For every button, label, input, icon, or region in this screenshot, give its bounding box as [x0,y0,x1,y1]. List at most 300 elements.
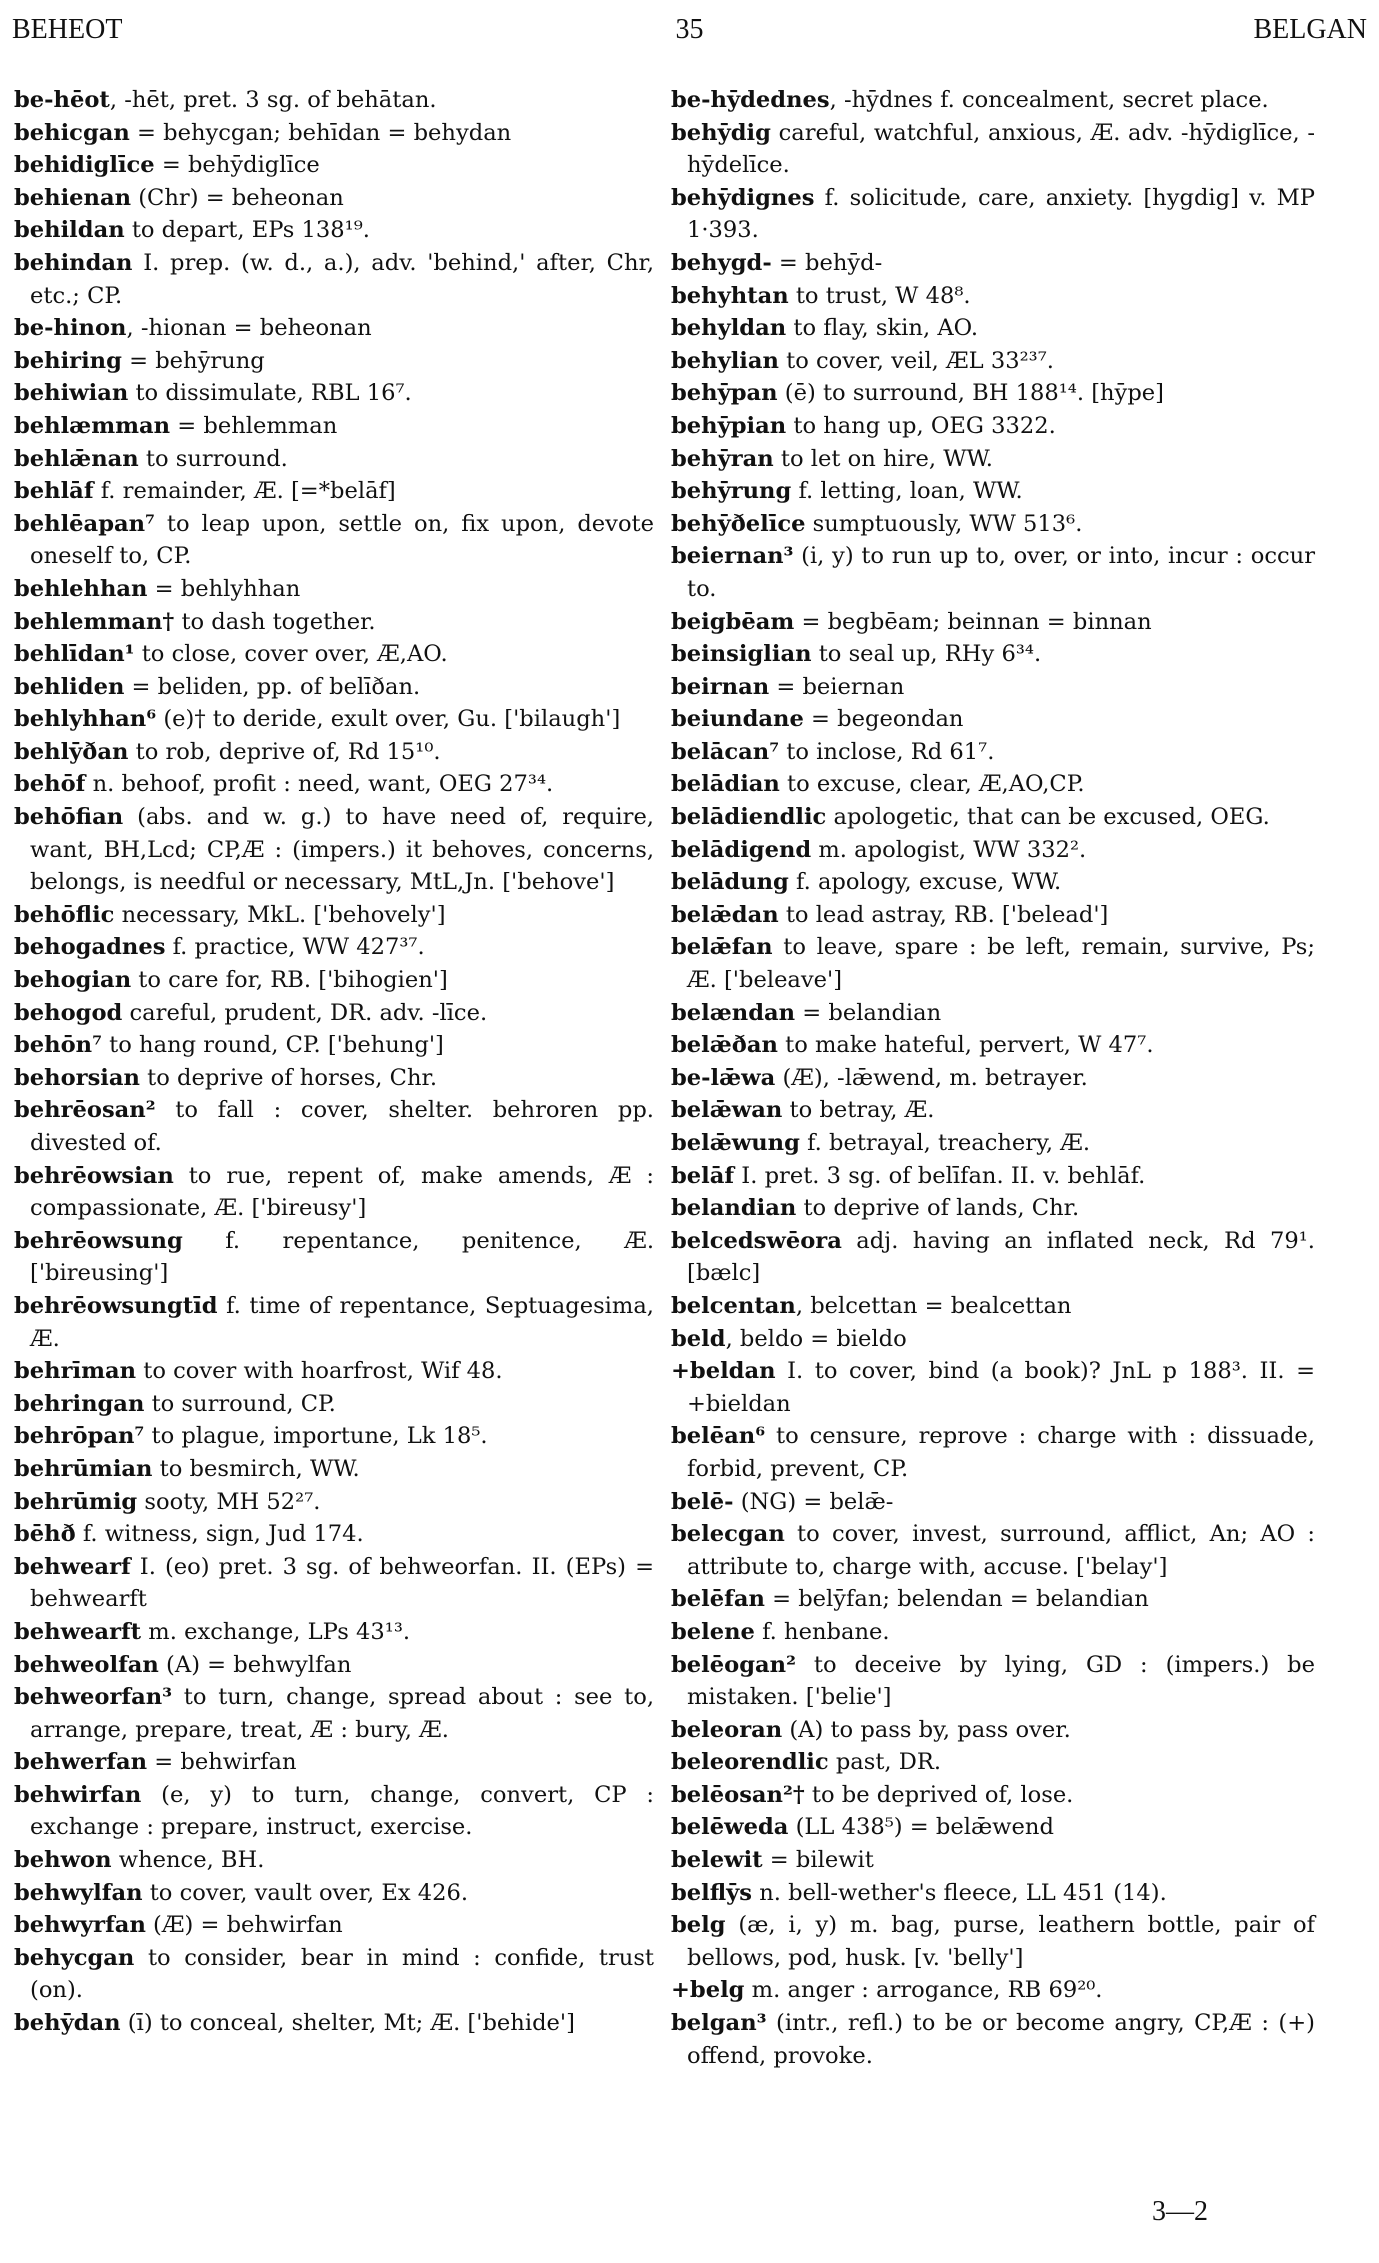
headword: behrēowsian [14,1162,174,1189]
headword: belēan⁶ [671,1423,766,1450]
definition: I. (eo) pret. 3 sg. of behweorfan. II. (EPs) = behwearft [30,1553,654,1613]
headword: belācan⁷ [671,738,780,765]
definition: f. betrayal, treachery, Æ. [799,1130,1091,1156]
dictionary-entry [671,410,1315,443]
dictionary-entry [14,1942,654,2007]
headword: belādung [671,869,789,896]
headword: belēogan² [671,1651,796,1678]
dictionary-entry [14,410,654,443]
dictionary-entry [671,1649,1315,1714]
headword: behȳdan [14,2010,121,2037]
dictionary-entry [671,1811,1315,1844]
definition: to fall : cover, shelter. behroren pp. divested of. [30,1097,654,1156]
headword: belǣfan [671,934,773,961]
dictionary-entry [671,1486,1315,1519]
headword: behwearf [14,1553,131,1580]
headword: behycgan [14,1944,135,1971]
dictionary-entry [14,801,654,899]
headword: belādian [671,771,780,798]
definition: = behycgan; behīdan = behydan [129,119,512,146]
headword: belǣdan [671,901,779,928]
header-first-word: BEHEOT [12,14,123,45]
definition: (Chr) = beheonan [131,184,344,211]
headword: belg [671,1912,726,1939]
headword: be-hēot [14,87,110,113]
definition: (abs. and w. g.) to have need of, require, want, BH,Lcd; CP,Æ : (impers.) it behoves, concerns, belongs, is needful or necessary, MtL,Jn. ['behove'] [30,804,654,896]
headword: behidiglīce [14,152,155,179]
dictionary-entry [671,899,1315,932]
headword: behwirfan [14,1781,142,1808]
headword: belgan³ [671,2010,767,2037]
dictionary-entry [671,801,1315,834]
definition: to seal up, RHy 6³⁴. [811,641,1042,668]
headword: behrēowsung [14,1227,183,1254]
headword: belǣwung [671,1130,800,1156]
headword: behōn⁷ [14,1032,102,1059]
headword: behȳðelīce [671,510,806,537]
definition: to rue, repent of, make amends, Æ : compassionate, Æ. ['bireusy'] [30,1162,654,1222]
dictionary-entry [14,1160,654,1225]
definition: adj. having an inflated neck, Rd 79¹. [bælc] [687,1227,1315,1287]
definition: = behȳd- [771,249,883,276]
dictionary-entry [14,736,654,769]
definition: f. henbane. [754,1618,890,1645]
headword: behlȳðan [14,738,129,765]
dictionary-entry [671,508,1315,541]
definition: (ī) to conceal, shelter, Mt; Æ. ['behide'] [120,2010,575,2037]
dictionary-entry [671,443,1315,476]
dictionary-entry [14,1453,654,1486]
definition: to trust, W 48⁸. [788,282,971,309]
dictionary-entry [671,1877,1315,1910]
headword: behȳran [671,445,774,472]
dictionary-entry [14,1746,654,1779]
headword: behlīdan¹ [14,641,135,668]
headword: +beldan [671,1358,776,1385]
dictionary-entry [671,1290,1315,1323]
running-header [12,14,1367,54]
dictionary-entry [14,443,654,476]
headword: behwon [14,1847,112,1874]
headword: behrēowsungtīd [14,1292,218,1319]
headword: behylian [671,347,779,374]
headword: belcedswēora [671,1227,842,1254]
definition: (e, y) to turn, change, convert, CP : exchange : prepare, instruct, exercise. [30,1781,654,1841]
definition: f. repentance, penitence, Æ. ['bireusing'] [30,1227,654,1287]
dictionary-entry [671,345,1315,378]
dictionary-entry [14,1681,654,1746]
dictionary-entry [14,964,654,997]
headword: behiring [14,347,122,374]
headword: behlehhan [14,575,148,602]
headword: behȳdignes [671,184,815,211]
headword: behlemman† [14,608,175,635]
dictionary-entry [671,736,1315,769]
dictionary-entry [671,1127,1315,1160]
dictionary-entry [671,997,1315,1030]
dictionary-entry [671,1192,1315,1225]
headword: behwylfan [14,1879,143,1906]
dictionary-entry [14,214,654,247]
definition: to leap upon, settle on, fix upon, devote oneself to, CP. [30,510,654,570]
headword: behōfian [14,804,124,831]
headword: behlǣnan [14,445,139,472]
right-column [671,84,1315,2072]
dictionary-entry [14,1844,654,1877]
definition: to censure, reprove : charge with : dissuade, forbid, prevent, CP. [687,1423,1315,1482]
dictionary-entry [671,1909,1315,1974]
headword: behygd- [671,249,772,276]
definition: (NG) = belǣ- [733,1488,894,1515]
dictionary-entry [671,84,1315,117]
dictionary-entry [14,117,654,150]
headword: be-hinon [14,315,127,342]
headword: behiwian [14,380,129,407]
definition: f. time of repentance, Septuagesima, Æ. [30,1292,654,1352]
definition: f. witness, sign, Jud 174. [75,1521,364,1548]
definition: f. practice, WW 427³⁷. [165,934,425,961]
headword: behwerfan [14,1749,148,1776]
definition: to cover, invest, surround, afflict, An; AO : attribute to, charge with, accuse. ['belay'] [687,1521,1315,1580]
headword: belǣwan [671,1097,783,1124]
headword: behlēapan⁷ [14,510,155,537]
dictionary-entry [14,1062,654,1095]
dictionary-entry [671,1062,1315,1095]
definition: (Æ) = behwirfan [145,1912,343,1939]
dictionary-entry [14,508,654,573]
dictionary-entry [671,1583,1315,1616]
headword: beigbēam [671,608,795,635]
definition: (ē) to surround, BH 188¹⁴. [hȳpe] [777,380,1164,407]
definition: , -hēt, pret. 3 sg. of behātan. [109,87,437,113]
dictionary-entry [14,84,654,117]
definition: apologetic, that can be excused, OEG. [826,804,1270,831]
headword: belflȳs [671,1879,753,1906]
dictionary-entry [671,1225,1315,1290]
headword: behicgan [14,119,130,146]
dictionary-entry [14,573,654,606]
definition: (Æ), -lǣwend, m. betrayer. [775,1064,1088,1091]
headword: behienan [14,184,132,211]
definition: to be deprived of, lose. [804,1781,1074,1808]
definition: f. remainder, Æ. [=*belāf] [93,478,396,505]
dictionary-entry [671,1714,1315,1747]
definition: = behȳdiglīce [154,152,320,179]
definition: (LL 438⁵) = belǣwend [788,1814,1054,1841]
headword: behȳpan [671,380,778,407]
definition: = belȳfan; belendan = belandian [764,1586,1149,1613]
headword: belādigend [671,836,812,863]
headword: belandian [671,1195,797,1222]
headword: beiundane [671,706,804,733]
headword: belēweda [671,1814,789,1841]
headword: behorsian [14,1064,140,1091]
left-column [14,84,654,2040]
definition: = bilewit [762,1847,874,1874]
headword: belecgan [671,1521,785,1548]
headword: behȳpian [671,412,787,439]
headword: behwearft [14,1618,142,1645]
definition: m. exchange, LPs 43¹³. [141,1618,411,1645]
dictionary-entry [14,1518,654,1551]
definition: = beiernan [769,673,905,700]
definition: to surround. [138,445,288,472]
dictionary-entry [671,247,1315,280]
definition: to hang round, CP. ['behung'] [102,1032,444,1059]
headword: behrūmian [14,1455,153,1482]
headword: beiernan³ [671,543,794,570]
dictionary-entry [14,1420,654,1453]
definition: m. anger : arrogance, RB 69²⁰. [744,1977,1103,2004]
dictionary-entry [671,1746,1315,1779]
definition: , belcettan = bealcettan [795,1292,1072,1319]
definition: n. bell-wether's fleece, LL 451 (14). [752,1879,1167,1906]
definition: = behlyhhan [147,575,301,602]
headword: beld [671,1325,726,1352]
definition: necessary, MkL. ['behovely'] [114,901,446,928]
definition: sooty, MH 52²⁷. [137,1488,321,1515]
dictionary-entry [671,703,1315,736]
dictionary-entry [14,1225,654,1290]
dictionary-entry [671,182,1315,247]
headword: behildan [14,217,125,244]
dictionary-entry [671,1420,1315,1485]
headword: behlyhhan⁶ [14,706,157,733]
definition: to dissimulate, RBL 16⁷. [128,380,412,407]
headword: behyhtan [671,282,789,309]
definition: = belandian [795,999,942,1026]
dictionary-entry [14,1909,654,1942]
definition: m. apologist, WW 332². [811,836,1087,863]
definition: to cover, vault over, Ex 426. [142,1879,469,1906]
dictionary-entry [14,1551,654,1616]
definition: to betray, Æ. [782,1097,935,1124]
definition: I. pret. 3 sg. of belīfan. II. v. behlāf. [734,1162,1146,1189]
headword: belēfan [671,1586,765,1613]
definition: to close, cover over, Æ,AO. [134,641,448,668]
definition: to deceive by lying, GD : (impers.) be mistaken. ['belie'] [687,1651,1315,1711]
definition: to leave, spare : be left, remain, survive, Ps; Æ. ['beleave'] [687,934,1315,994]
headword: belændan [671,999,796,1026]
headword: behrīman [14,1358,137,1385]
headword: behogadnes [14,934,166,961]
definition: to excuse, clear, Æ,AO,CP. [779,771,1085,798]
dictionary-entry [671,1974,1315,2007]
definition: to deprive of horses, Chr. [139,1064,438,1091]
definition: = behlemman [170,412,338,439]
headword: behweorfan³ [14,1684,173,1711]
headword: behringan [14,1390,145,1417]
dictionary-entry [671,1323,1315,1356]
headword: behyldan [671,315,787,342]
dictionary-entry [671,1029,1315,1062]
definition: I. to cover, bind (a book)? JnL p 188³. II. = +bieldan [687,1358,1315,1417]
definition: = beliden, pp. of belīðan. [124,673,421,700]
dictionary-entry [14,638,654,671]
headword: behrūmig [14,1488,138,1515]
headword: +belg [671,1977,745,2004]
definition: f. solicitude, care, anxiety. [hygdig] v. MP 1·393. [687,184,1315,244]
headword: behlāf [14,478,94,505]
definition: to depart, EPs 138¹⁹. [124,217,370,244]
definition: to flay, skin, AO. [786,315,979,342]
definition: , beldo = bieldo [725,1325,907,1352]
definition: , -hionan = beheonan [126,315,372,342]
dictionary-entry [14,671,654,704]
headword: behweolfan [14,1651,159,1678]
dictionary-entry [671,117,1315,182]
dictionary-entry [671,931,1315,996]
headword: behȳrung [671,478,792,505]
dictionary-entry [671,1094,1315,1127]
dictionary-entry [671,671,1315,704]
dictionary-entry [671,280,1315,313]
dictionary-entry [671,768,1315,801]
dictionary-entry [14,606,654,639]
dictionary-entry [671,1844,1315,1877]
dictionary-entry [14,182,654,215]
dictionary-entry [14,1877,654,1910]
definition: (A) = behwylfan [158,1651,352,1678]
headword: belādiendlic [671,804,827,831]
definition: I. prep. (w. d., a.), adv. 'behind,' after, Chr, etc.; CP. [30,249,654,309]
headword: behrōpan⁷ [14,1423,145,1450]
dictionary-entry [671,1779,1315,1812]
dictionary-entry [671,475,1315,508]
definition: , -hȳdnes f. concealment, secret place. [829,87,1269,113]
definition: careful, prudent, DR. adv. -līce. [122,999,488,1026]
dictionary-entry [14,312,654,345]
headword: beleoran [671,1716,783,1743]
definition: = behwirfan [147,1749,297,1776]
definition: n. behoof, profit : need, want, OEG 27³⁴. [85,771,554,798]
dictionary-entry [671,312,1315,345]
headword: behogod [14,999,123,1026]
definition: (æ, i, y) m. bag, purse, leathern bottle, pair of bellows, pod, husk. [v. 'belly'] [687,1912,1315,1971]
header-last-word: BELGAN [1253,14,1367,45]
headword: be-lǣwa [671,1064,776,1091]
dictionary-entry [671,638,1315,671]
headword: behogian [14,967,132,994]
definition: to care for, RB. ['bihogien'] [131,967,448,994]
definition: (e)† to deride, exult over, Gu. ['bilaugh'] [156,706,621,733]
headword: behwyrfan [14,1912,146,1939]
headword: belewit [671,1847,763,1874]
dictionary-entry [14,2007,654,2040]
definition: to inclose, Rd 61⁷. [779,738,995,765]
headword: be-hȳdednes [671,87,830,113]
definition: to hang up, OEG 3322. [786,412,1056,439]
definition: to plague, importune, Lk 18⁵. [144,1423,488,1450]
headword: beinsiglian [671,641,812,668]
dictionary-entry [14,1779,654,1844]
dictionary-entry [671,1616,1315,1649]
dictionary-entry [14,345,654,378]
dictionary-entry [14,1649,654,1682]
headword: belene [671,1618,755,1645]
definition: to deprive of lands, Chr. [796,1195,1080,1222]
dictionary-entry [14,377,654,410]
headword: behindan [14,249,133,276]
dictionary-entry [14,1290,654,1355]
dictionary-entry [14,931,654,964]
dictionary-entry [671,606,1315,639]
headword: behrēosan² [14,1097,156,1124]
dictionary-entry [14,149,654,182]
headword: belē- [671,1488,734,1515]
definition: to let on hire, WW. [773,445,993,472]
dictionary-entry [671,834,1315,867]
headword: belǣðan [671,1032,778,1059]
dictionary-entry [14,997,654,1030]
headword: behliden [14,673,125,700]
dictionary-entry [14,703,654,736]
dictionary-entry [671,1160,1315,1193]
dictionary-entry [14,1355,654,1388]
definition: (A) to pass by, pass over. [782,1716,1071,1743]
definition: = begbēam; beinnan = binnan [794,608,1152,635]
definition: (i, y) to run up to, over, or into, incur : occur to. [687,543,1315,602]
dictionary-entry [14,475,654,508]
definition: f. letting, loan, WW. [791,478,1023,505]
dictionary-entry [14,768,654,801]
definition: to rob, deprive of, Rd 15¹⁰. [128,738,441,765]
dictionary-entry [671,866,1315,899]
definition: to turn, change, spread about : see to, arrange, prepare, treat, Æ : bury, Æ. [30,1684,654,1743]
dictionary-entry [671,377,1315,410]
dictionary-entry [14,1388,654,1421]
dictionary-entry [14,1029,654,1062]
headword: behōflic [14,901,115,928]
headword: behōf [14,771,86,798]
definition: to make hateful, pervert, W 47⁷. [777,1032,1154,1059]
dictionary-entry [14,899,654,932]
dictionary-entry [14,1616,654,1649]
dictionary-entry [671,1355,1315,1420]
headword: behlæmman [14,412,171,439]
headword: behȳdig [671,119,771,146]
definition: careful, watchful, anxious, Æ. adv. -hȳdiglīce, -hȳdelīce. [687,119,1315,179]
definition: to dash together. [174,608,376,635]
definition: f. apology, excuse, WW. [788,869,1062,896]
definition: (intr., refl.) to be or become angry, CP,Æ : (+) offend, provoke. [687,2010,1315,2069]
signature-mark: 3—2 [1152,2196,1208,2227]
definition: past, DR. [828,1749,942,1776]
definition: to surround, CP. [144,1390,336,1417]
headword: beleorendlic [671,1749,829,1776]
page-number: 35 [675,14,704,45]
dictionary-entry [14,247,654,312]
definition: sumptuously, WW 513⁶. [805,510,1083,537]
definition: = behȳrung [121,347,265,374]
dictionary-entry [14,1094,654,1159]
definition: to cover, veil, ÆL 33²³⁷. [778,347,1054,374]
definition: to consider, bear in mind : confide, trust (on). [30,1944,654,2004]
dictionary-entry [671,1518,1315,1583]
dictionary-entry [671,2007,1315,2072]
definition: to lead astray, RB. ['belead'] [778,901,1109,928]
headword: belēosan²† [671,1781,805,1808]
definition: to cover with hoarfrost, Wif 48. [136,1358,503,1385]
definition: whence, BH. [111,1847,265,1874]
headword: belāf [671,1162,735,1189]
dictionary-entry [14,1486,654,1519]
definition: to besmirch, WW. [152,1455,360,1482]
dictionary-entry [671,540,1315,605]
headword: bēhð [14,1521,76,1548]
headword: belcentan [671,1292,796,1319]
definition: = begeondan [803,706,964,733]
